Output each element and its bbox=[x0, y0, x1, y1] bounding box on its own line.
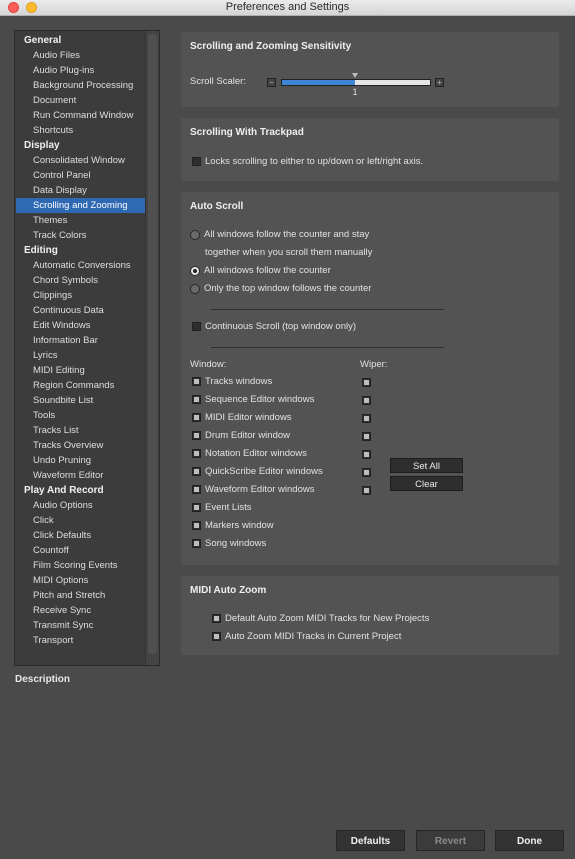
wiper-checkbox[interactable] bbox=[362, 432, 371, 441]
sidebar-item-click[interactable]: Click bbox=[33, 515, 54, 526]
window-checkbox[interactable] bbox=[192, 539, 201, 548]
sidebar-item-tools[interactable]: Tools bbox=[33, 410, 56, 421]
scroll-scaler-slider[interactable] bbox=[281, 79, 431, 86]
window-label: MIDI Editor windows bbox=[205, 412, 292, 423]
scroll-scaler-plus-button[interactable]: + bbox=[435, 78, 444, 87]
sidebar-item-receive-sync[interactable]: Receive Sync bbox=[33, 605, 92, 616]
sidebar-item-tracks-overview[interactable]: Tracks Overview bbox=[33, 440, 104, 451]
defaults-button[interactable]: Defaults bbox=[336, 830, 405, 851]
clear-button[interactable]: Clear bbox=[390, 476, 463, 491]
set-all-button[interactable]: Set All bbox=[390, 458, 463, 473]
sidebar-item-document[interactable]: Document bbox=[33, 95, 77, 106]
sidebar-group-header: Display bbox=[24, 140, 60, 151]
window-option[interactable] bbox=[192, 430, 290, 441]
sidebar-item-audio-options[interactable]: Audio Options bbox=[33, 500, 93, 511]
divider bbox=[211, 309, 444, 310]
default-auto-zoom-option[interactable] bbox=[212, 613, 429, 624]
sidebar-item-continuous-data[interactable]: Continuous Data bbox=[33, 305, 104, 316]
sensitivity-panel bbox=[181, 32, 559, 107]
window-checkbox[interactable] bbox=[192, 485, 201, 494]
sidebar-item-film-scoring-events[interactable]: Film Scoring Events bbox=[33, 560, 118, 571]
default-auto-zoom-checkbox[interactable] bbox=[212, 614, 221, 623]
wiper-checkbox[interactable] bbox=[362, 486, 371, 495]
window-label: Tracks windows bbox=[205, 376, 273, 387]
radio-follow-and-stay[interactable] bbox=[190, 229, 369, 240]
radio-top-window-label: Only the top window follows the counter bbox=[204, 283, 372, 294]
window-checkbox[interactable] bbox=[192, 503, 201, 512]
sidebar-item-run-command-window[interactable]: Run Command Window bbox=[33, 110, 134, 121]
current-auto-zoom-checkbox[interactable] bbox=[212, 632, 221, 641]
sidebar-item-background-processing[interactable]: Background Processing bbox=[33, 80, 134, 91]
sidebar-item-edit-windows[interactable]: Edit Windows bbox=[33, 320, 91, 331]
sidebar-item-soundbite-list[interactable]: Soundbite List bbox=[33, 395, 94, 406]
sidebar-group-header: Editing bbox=[24, 245, 58, 256]
scroll-scaler-label: Scroll Scaler: bbox=[190, 76, 246, 87]
radio-follow-and-stay-label-2: together when you scroll them manually bbox=[205, 247, 373, 258]
autoscroll-title: Auto Scroll bbox=[190, 201, 244, 212]
done-button[interactable]: Done bbox=[495, 830, 564, 851]
wiper-checkbox[interactable] bbox=[362, 414, 371, 423]
sidebar-item-data-display[interactable]: Data Display bbox=[33, 185, 87, 196]
radio-follow-and-stay-button[interactable] bbox=[190, 230, 200, 240]
divider bbox=[211, 347, 444, 348]
sidebar-item-transmit-sync[interactable]: Transmit Sync bbox=[33, 620, 94, 631]
window-checkbox[interactable] bbox=[192, 449, 201, 458]
sidebar-item-undo-pruning[interactable]: Undo Pruning bbox=[33, 455, 92, 466]
window-checkbox[interactable] bbox=[192, 521, 201, 530]
current-auto-zoom-option[interactable] bbox=[212, 631, 401, 642]
sidebar-scrollbar[interactable] bbox=[145, 31, 159, 665]
window-column-header: Window: bbox=[190, 359, 227, 370]
window-option[interactable] bbox=[192, 394, 314, 405]
wiper-checkbox[interactable] bbox=[362, 378, 371, 387]
scroll-scaler-fill bbox=[282, 80, 355, 85]
radio-follow-counter-label: All windows follow the counter bbox=[204, 265, 331, 276]
sidebar-item-midi-options[interactable]: MIDI Options bbox=[33, 575, 89, 586]
midi-auto-zoom-title: MIDI Auto Zoom bbox=[190, 585, 267, 596]
window-option[interactable] bbox=[192, 520, 274, 531]
window-checkbox[interactable] bbox=[192, 395, 201, 404]
window-label: Markers window bbox=[205, 520, 274, 531]
wiper-checkbox[interactable] bbox=[362, 450, 371, 459]
sidebar-item-control-panel[interactable]: Control Panel bbox=[33, 170, 91, 181]
category-list bbox=[16, 33, 146, 648]
window-label: Song windows bbox=[205, 538, 267, 549]
midi-auto-zoom-panel bbox=[181, 576, 559, 655]
revert-button[interactable]: Revert bbox=[416, 830, 485, 851]
scroll-scaler-minus-button[interactable]: − bbox=[267, 78, 276, 87]
window-checkbox[interactable] bbox=[192, 413, 201, 422]
sidebar-item-themes[interactable]: Themes bbox=[33, 215, 68, 226]
continuous-scroll-label: Continuous Scroll (top window only) bbox=[205, 321, 357, 332]
window-option[interactable] bbox=[192, 466, 323, 477]
sidebar-group-header: Play And Record bbox=[24, 485, 104, 496]
radio-top-window-button[interactable] bbox=[190, 284, 200, 294]
sidebar-item-automatic-conversions[interactable]: Automatic Conversions bbox=[33, 260, 131, 271]
radio-top-window[interactable] bbox=[190, 283, 371, 294]
sidebar-item-clippings[interactable]: Clippings bbox=[33, 290, 73, 301]
description-label: Description bbox=[15, 674, 71, 685]
sidebar-item-click-defaults[interactable]: Click Defaults bbox=[33, 530, 92, 541]
current-auto-zoom-label: Auto Zoom MIDI Tracks in Current Project bbox=[225, 631, 402, 642]
window-option[interactable] bbox=[192, 448, 307, 459]
wiper-checkbox[interactable] bbox=[362, 396, 371, 405]
sidebar-item-transport[interactable]: Transport bbox=[33, 635, 74, 646]
window-label: Drum Editor window bbox=[205, 430, 290, 441]
category-sidebar bbox=[14, 30, 160, 666]
window-option[interactable] bbox=[192, 412, 292, 423]
scroll-scaler-value: 1 bbox=[352, 87, 358, 97]
window-title: Preferences and Settings bbox=[225, 1, 350, 13]
window-label: Event Lists bbox=[205, 502, 252, 513]
continuous-scroll-checkbox[interactable] bbox=[192, 322, 201, 331]
sidebar-item-region-commands[interactable]: Region Commands bbox=[33, 380, 115, 391]
window-label: QuickScribe Editor windows bbox=[205, 466, 323, 477]
sidebar-item-tracks-list[interactable]: Tracks List bbox=[33, 425, 79, 436]
window-option[interactable] bbox=[192, 376, 272, 387]
sidebar-item-midi-editing[interactable]: MIDI Editing bbox=[33, 365, 85, 376]
radio-follow-counter[interactable] bbox=[190, 265, 331, 276]
window-checkbox[interactable] bbox=[192, 377, 201, 386]
window-option[interactable] bbox=[192, 484, 314, 495]
title-bar bbox=[0, 0, 575, 16]
window-checkbox[interactable] bbox=[192, 431, 201, 440]
wiper-checkbox[interactable] bbox=[362, 468, 371, 477]
window-option[interactable] bbox=[192, 538, 266, 549]
sidebar-scroll-thumb[interactable] bbox=[148, 34, 157, 654]
sidebar-item-audio-files[interactable]: Audio Files bbox=[33, 50, 80, 61]
autoscroll-panel bbox=[181, 192, 559, 565]
scroll-scaler-thumb[interactable] bbox=[352, 73, 358, 78]
sidebar-item-information-bar[interactable]: Information Bar bbox=[33, 335, 98, 346]
sidebar-item-waveform-editor[interactable]: Waveform Editor bbox=[33, 470, 104, 481]
sidebar-item-chord-symbols[interactable]: Chord Symbols bbox=[33, 275, 98, 286]
sidebar-item-track-colors[interactable]: Track Colors bbox=[33, 230, 87, 241]
default-auto-zoom-label: Default Auto Zoom MIDI Tracks for New Projects bbox=[225, 613, 430, 624]
trackpad-panel bbox=[181, 118, 559, 181]
sidebar-item-countoff[interactable]: Countoff bbox=[33, 545, 69, 556]
radio-follow-counter-button[interactable] bbox=[190, 266, 200, 276]
sensitivity-title: Scrolling and Zooming Sensitivity bbox=[190, 41, 352, 52]
radio-follow-and-stay-label: All windows follow the counter and stay bbox=[204, 229, 370, 240]
lock-axis-label: Locks scrolling to either to up/down or left/right axis. bbox=[205, 156, 424, 167]
window-option[interactable] bbox=[192, 502, 251, 513]
sidebar-item-lyrics[interactable]: Lyrics bbox=[33, 350, 58, 361]
sidebar-item-shortcuts[interactable]: Shortcuts bbox=[33, 125, 74, 136]
trackpad-title: Scrolling With Trackpad bbox=[190, 127, 304, 138]
window-label: Sequence Editor windows bbox=[205, 394, 315, 405]
sidebar-group-header: General bbox=[24, 35, 62, 46]
lock-axis-checkbox[interactable] bbox=[192, 157, 201, 166]
continuous-scroll-option[interactable] bbox=[192, 321, 356, 332]
window-label: Waveform Editor windows bbox=[205, 484, 315, 495]
sidebar-item-pitch-and-stretch[interactable]: Pitch and Stretch bbox=[33, 590, 106, 601]
wiper-column-header: Wiper: bbox=[360, 359, 388, 370]
window-checkbox[interactable] bbox=[192, 467, 201, 476]
window-label: Notation Editor windows bbox=[205, 448, 307, 459]
sidebar-item-consolidated-window[interactable]: Consolidated Window bbox=[33, 155, 125, 166]
sidebar-item-scrolling-and-zooming[interactable]: Scrolling and Zooming bbox=[16, 198, 146, 213]
sidebar-item-audio-plug-ins[interactable]: Audio Plug-ins bbox=[33, 65, 95, 76]
lock-axis-option[interactable] bbox=[192, 156, 423, 167]
